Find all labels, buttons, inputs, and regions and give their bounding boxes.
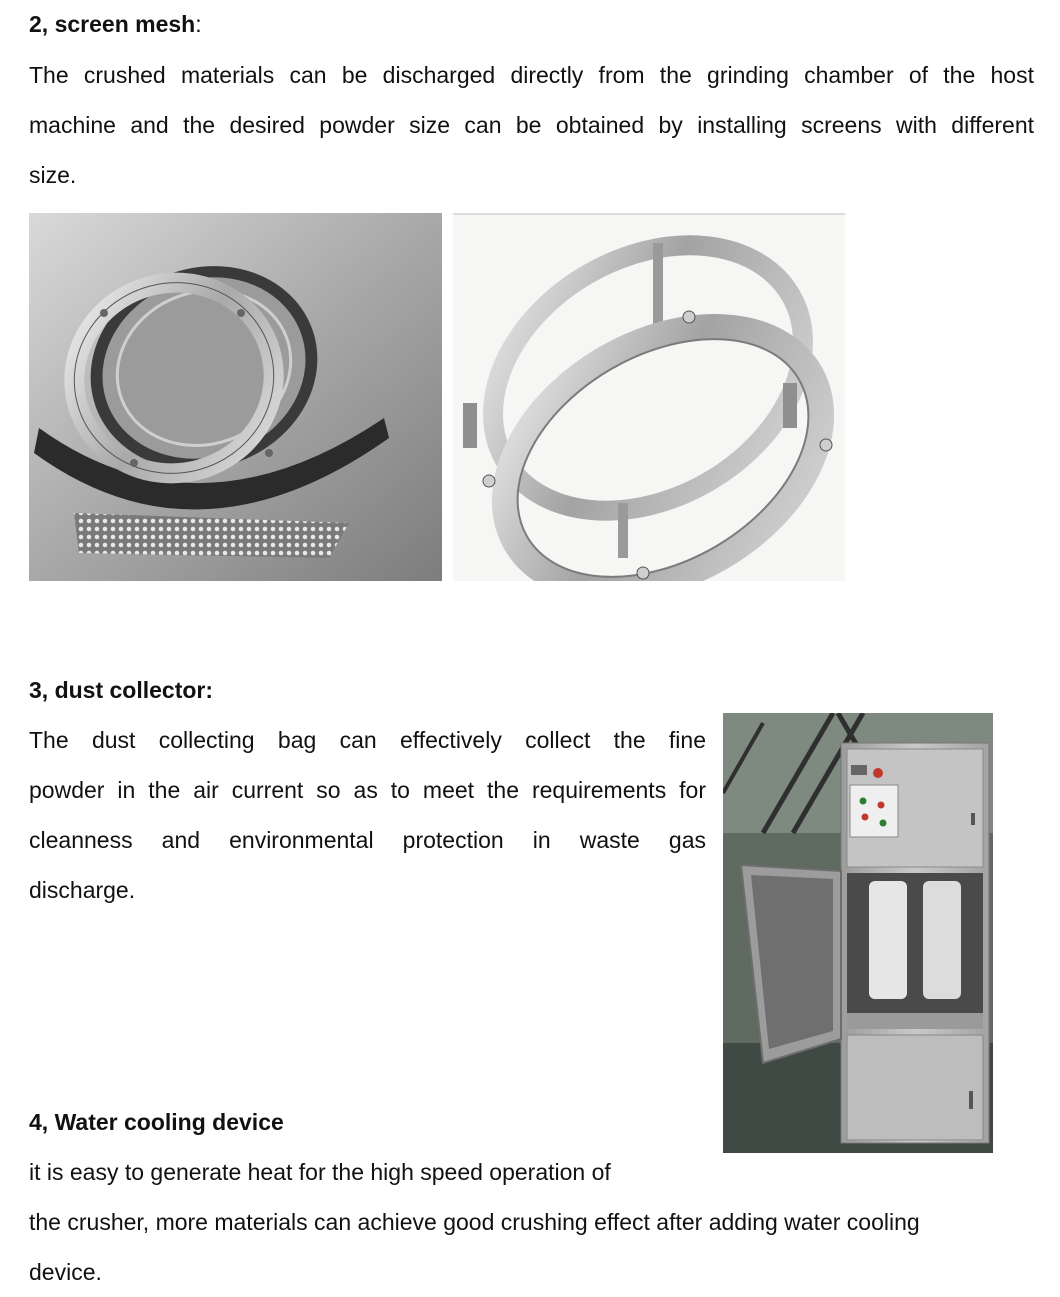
section-heading-water-cooling: 4, Water cooling device	[29, 1109, 284, 1135]
paragraph-line: The crushed materials can be discharged directly from the grinding chamber of the host	[29, 62, 1034, 88]
paragraph-line: it is easy to generate heat for the high speed operation of	[29, 1159, 611, 1185]
section-heading-dust-collector: 3, dust collector:	[29, 677, 214, 703]
water-cooling-paragraph	[29, 1147, 1029, 1297]
paragraph-line: machine and the desired powder size can be obtained by installing screens with different	[29, 112, 1034, 138]
heading-colon: :	[195, 11, 202, 37]
dust-collector-photo	[723, 713, 993, 1153]
paragraph-line: size.	[29, 162, 77, 188]
paragraph-line: powder in the air current so as to meet the requirements for	[29, 777, 706, 803]
paragraph-line: discharge.	[29, 877, 136, 903]
section-heading-screen-mesh	[29, 10, 202, 38]
screen-mesh-photo-right	[453, 213, 845, 581]
paragraph-line: The dust collecting bag can effectively collect the fine	[29, 727, 706, 753]
dust-collector-paragraph	[29, 715, 706, 915]
heading-text: 2, screen mesh	[29, 11, 196, 37]
paragraph-line: device.	[29, 1259, 102, 1285]
screen-mesh-photo-left	[29, 213, 442, 581]
paragraph-line: cleanness and environmental protection in waste gas	[29, 827, 706, 853]
paragraph-line: the crusher, more materials can achieve good crushing effect after adding water cooling	[29, 1209, 920, 1235]
screen-mesh-paragraph	[29, 50, 1034, 200]
